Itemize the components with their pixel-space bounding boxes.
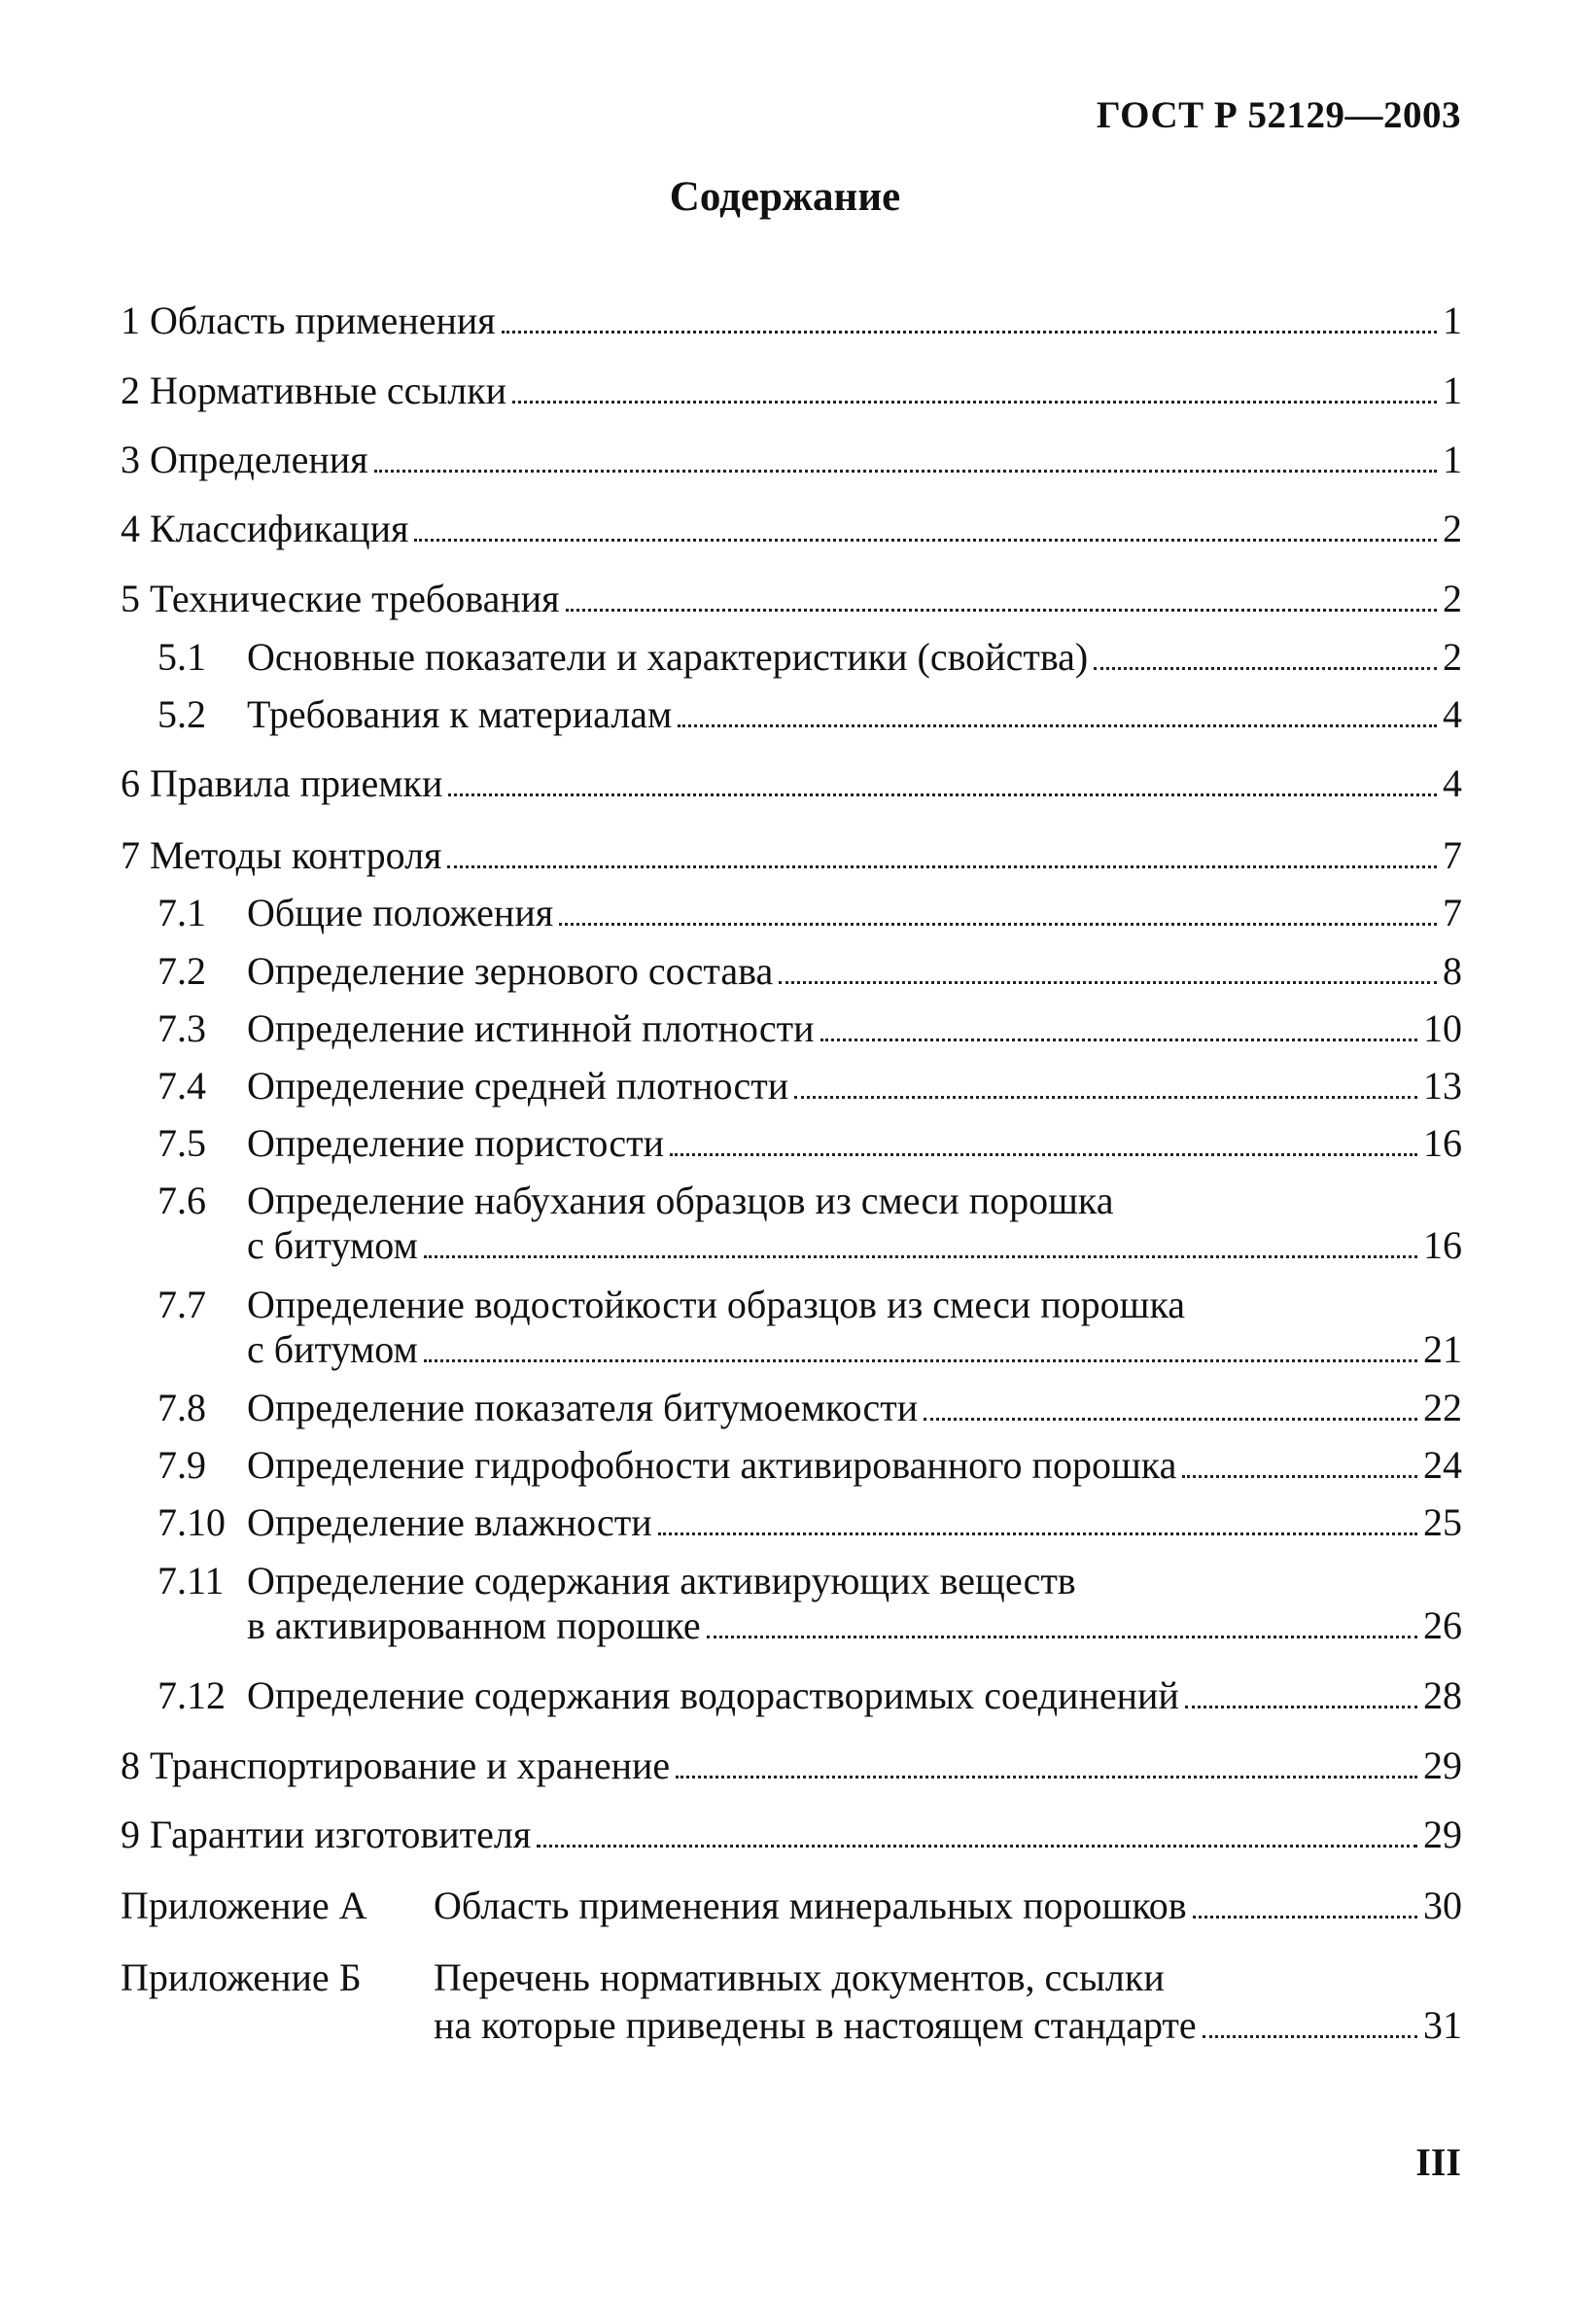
dot-leader <box>670 1152 1417 1156</box>
toc-entry <box>121 506 1462 552</box>
toc-subentry-number: 7.2 <box>157 949 206 993</box>
toc-subentry <box>247 634 1462 681</box>
toc-entry <box>121 1812 1462 1858</box>
toc-entry-page: 31 <box>1423 2003 1462 2047</box>
toc-entry <box>121 760 1462 807</box>
toc-entry-text: Область применения минеральных порошков <box>434 1884 1187 1927</box>
toc-subentry <box>247 1222 1462 1269</box>
page-title: Содержание <box>669 174 901 220</box>
toc-subentry-number: 7.9 <box>157 1443 206 1487</box>
toc-entry-page: 21 <box>1423 1327 1462 1371</box>
toc-appendix-entry <box>434 2002 1462 2049</box>
appendix-label: Приложение Б <box>121 1955 362 1999</box>
toc-entry <box>121 832 1462 879</box>
toc-entry-page: 2 <box>1443 507 1462 550</box>
toc-subentry-number: 7.12 <box>157 1673 226 1717</box>
dot-leader <box>678 723 1437 727</box>
dot-leader <box>502 330 1437 334</box>
toc-entry-text: Определение влажности <box>247 1500 652 1544</box>
toc-entry-page: 2 <box>1443 577 1462 620</box>
toc-entry-text-continued: в активированном порошке <box>247 1603 701 1647</box>
toc-entry-text-continued: с битумом <box>247 1327 418 1371</box>
toc-subentry <box>247 1673 1462 1719</box>
toc-entry-text: Определение пористости <box>247 1121 665 1165</box>
toc-subentry <box>247 1326 1462 1373</box>
dot-leader <box>447 864 1437 868</box>
toc-subentry <box>247 1602 1462 1649</box>
toc-entry-text: 7 Методы контроля <box>121 833 442 877</box>
toc-subentry-number: 7.6 <box>157 1179 206 1222</box>
toc-subentry <box>247 1385 1462 1431</box>
toc-entry-page: 4 <box>1443 761 1462 805</box>
dot-leader <box>924 1417 1417 1421</box>
toc-entry-text: Определение истинной плотности <box>247 1006 815 1050</box>
toc-subentry-number: 5.1 <box>157 635 206 679</box>
toc-entry-text: Определение содержания водорастворимых соединений <box>247 1673 1179 1717</box>
toc-entry-text: Определение показателя битумоемкости <box>247 1386 919 1429</box>
toc-subentry-number: 7.5 <box>157 1121 206 1165</box>
toc-subentry <box>247 1063 1462 1109</box>
toc-subentry-number: 7.3 <box>157 1006 206 1050</box>
dot-leader <box>1182 1474 1417 1478</box>
dot-leader <box>1203 2034 1417 2038</box>
toc-entry-text: 4 Классификация <box>121 507 409 550</box>
toc-subentry <box>247 948 1462 995</box>
dot-leader <box>820 1038 1417 1041</box>
toc-entry-text-continued: с битумом <box>247 1223 418 1267</box>
toc-entry-page: 1 <box>1443 369 1462 412</box>
toc-entry-page: 4 <box>1443 692 1462 736</box>
toc-entry-page: 7 <box>1443 833 1462 877</box>
dot-leader <box>794 1095 1417 1099</box>
toc-subentry <box>247 890 1462 936</box>
dot-leader <box>512 400 1437 404</box>
toc-entry-page: 16 <box>1423 1223 1462 1267</box>
toc-subentry <box>247 1499 1462 1546</box>
toc-entry-page: 1 <box>1443 438 1462 481</box>
toc-entry-page: 30 <box>1423 1884 1462 1927</box>
dot-leader <box>566 608 1437 612</box>
toc-entry-text: Общие положения <box>247 891 554 934</box>
toc-entry-page: 8 <box>1443 949 1462 993</box>
document-code: ГОСТ Р 52129—2003 <box>1096 94 1461 136</box>
toc-entry-text: Требования к материалам <box>247 692 673 736</box>
dot-leader <box>1185 1705 1417 1708</box>
toc-entry-text: Определение гидрофобности активированного порошка <box>247 1443 1177 1487</box>
toc-entry-text: 8 Транспортирование и хранение <box>121 1743 671 1787</box>
toc-subentry-number: 7.8 <box>157 1386 206 1429</box>
toc-appendix-entry <box>434 1883 1462 1929</box>
toc-entry-page: 1 <box>1443 299 1462 342</box>
toc-entry-text: 2 Нормативные ссылки <box>121 369 507 412</box>
dot-leader <box>1094 666 1437 670</box>
toc-entry-page: 25 <box>1423 1500 1462 1544</box>
dot-leader <box>537 1844 1417 1848</box>
toc-subentry <box>247 1005 1462 1052</box>
toc-entry-page: 7 <box>1443 891 1462 934</box>
dot-leader <box>374 469 1437 473</box>
toc-entry-text: 3 Определения <box>121 438 368 481</box>
toc-subentry-number: 7.11 <box>157 1559 225 1602</box>
dot-leader <box>658 1532 1417 1535</box>
appendix-label: Приложение А <box>121 1884 367 1927</box>
toc-entry-page: 29 <box>1423 1743 1462 1787</box>
toc-entry-text: Определение зернового состава <box>247 949 774 993</box>
toc-entry-text: Определение содержания активирующих веществ <box>247 1559 1076 1602</box>
toc-entry-text-continued: на которые приведены в настоящем стандарте <box>434 2003 1197 2047</box>
toc-subentry <box>247 1120 1462 1167</box>
toc-entry-page: 26 <box>1423 1603 1462 1647</box>
toc-subentry-number: 7.10 <box>157 1500 226 1544</box>
toc-entry-page: 28 <box>1423 1673 1462 1717</box>
toc-entry-text: Основные показатели и характеристики (свойства) <box>247 635 1089 679</box>
toc-entry-page: 10 <box>1423 1006 1462 1050</box>
toc-entry <box>121 576 1462 622</box>
toc-entry-page: 13 <box>1423 1064 1462 1108</box>
toc-entry <box>121 368 1462 414</box>
dot-leader <box>1193 1915 1417 1919</box>
toc-entry-page: 2 <box>1443 635 1462 679</box>
toc-entry-page: 24 <box>1423 1443 1462 1487</box>
dot-leader <box>559 922 1437 926</box>
page-number: III <box>1415 2140 1461 2184</box>
toc-entry-text: 6 Правила приемки <box>121 761 443 805</box>
toc-entry-text: Определение набухания образцов из смеси порошка <box>247 1179 1114 1222</box>
toc-entry-text: Определение средней плотности <box>247 1064 789 1108</box>
toc-entry <box>121 298 1462 344</box>
dot-leader <box>424 1358 1417 1362</box>
toc-entry-text: 9 Гарантии изготовителя <box>121 1813 532 1856</box>
toc-entry <box>121 437 1462 483</box>
toc-entry-page: 16 <box>1423 1121 1462 1165</box>
dot-leader <box>707 1635 1417 1638</box>
toc-entry-page: 22 <box>1423 1386 1462 1429</box>
toc-entry-text: Перечень нормативных документов, ссылки <box>434 1955 1165 1999</box>
toc-entry <box>121 1743 1462 1789</box>
dot-leader <box>414 538 1437 542</box>
toc-subentry <box>247 691 1462 738</box>
toc-subentry-number: 7.1 <box>157 891 206 934</box>
toc-subentry-number: 7.4 <box>157 1064 206 1108</box>
toc-subentry-number: 5.2 <box>157 692 206 736</box>
dot-leader <box>676 1775 1417 1778</box>
toc-entry-text: 5 Технические требования <box>121 577 560 620</box>
dot-leader <box>448 792 1437 796</box>
dot-leader <box>424 1254 1417 1258</box>
dot-leader <box>779 980 1437 984</box>
toc-entry-text: Определение водостойкости образцов из смеси порошка <box>247 1283 1186 1326</box>
toc-entry-page: 29 <box>1423 1813 1462 1856</box>
toc-subentry <box>247 1442 1462 1489</box>
toc-subentry-number: 7.7 <box>157 1283 206 1326</box>
toc-entry-text: 1 Область применения <box>121 299 496 342</box>
